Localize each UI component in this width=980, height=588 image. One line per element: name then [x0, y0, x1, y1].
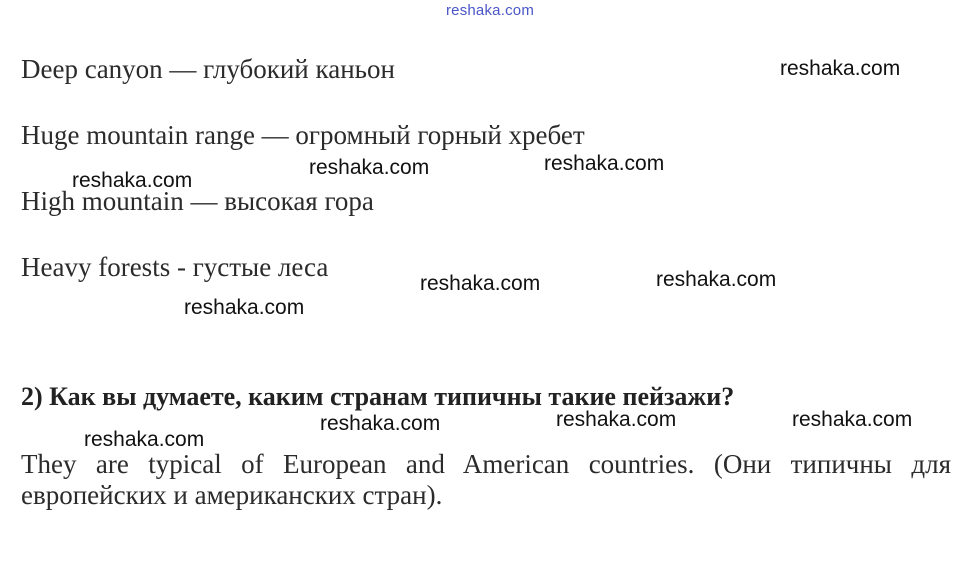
- site-header-link[interactable]: reshaka.com: [445, 2, 535, 19]
- question-heading: 2) Как вы думаете, каким странам типичны такие пейзажи?: [21, 382, 735, 411]
- vocab-line-heavy-forests: Heavy forests - густые леса: [21, 252, 329, 282]
- watermark: reshaka.com: [544, 152, 665, 175]
- watermark: reshaka.com: [72, 169, 193, 192]
- watermark: reshaka.com: [556, 408, 677, 431]
- watermark: reshaka.com: [320, 412, 441, 435]
- watermark: reshaka.com: [309, 156, 430, 179]
- watermark: reshaka.com: [792, 408, 913, 431]
- answer-paragraph: They are typical of European and American countries. (Они типичны для европейских и американских стран).: [21, 449, 951, 510]
- vocab-line-high-mountain: High mountain — высокая гора: [21, 186, 374, 216]
- watermark: reshaka.com: [420, 272, 541, 295]
- watermark: reshaka.com: [656, 268, 777, 291]
- vocab-line-deep-canyon: Deep canyon — глубокий каньон: [21, 54, 395, 84]
- watermark: reshaka.com: [780, 57, 901, 80]
- watermark: reshaka.com: [84, 428, 205, 451]
- watermark: reshaka.com: [184, 296, 305, 319]
- vocab-line-huge-mountain-range: Huge mountain range — огромный горный хребет: [21, 120, 585, 150]
